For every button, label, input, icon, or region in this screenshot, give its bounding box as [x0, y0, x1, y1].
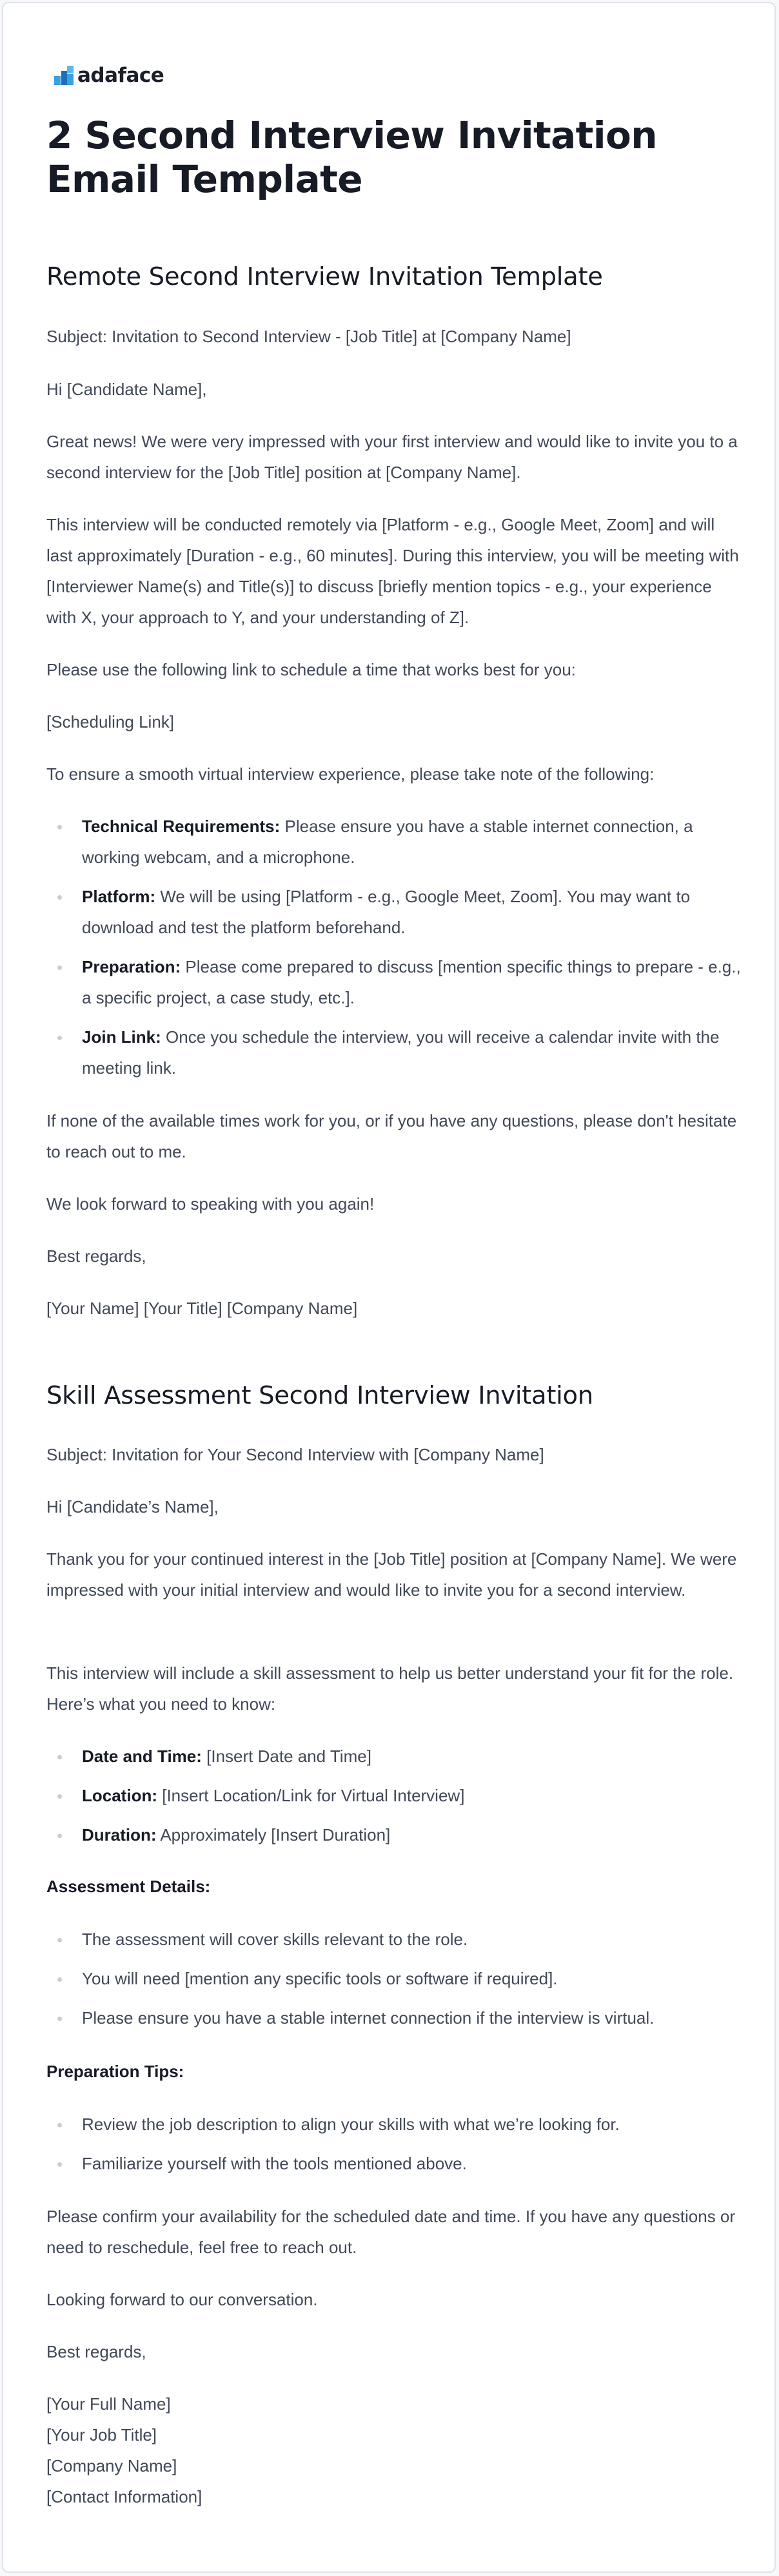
list-item-label: Platform: — [82, 887, 156, 906]
list-item — [46, 1819, 743, 1850]
signature-line: [Your Full Name] — [46, 2394, 171, 2414]
remote-subject-line: Subject: Invitation to Second Interview - [Job Title] at [Company Name] — [46, 327, 571, 346]
signature-line: [Your Job Title] — [46, 2425, 157, 2445]
skill-closing: Best regards, — [46, 2342, 146, 2361]
skill-details-list — [46, 1741, 743, 1850]
list-item — [46, 951, 743, 1013]
remote-requirements-list — [46, 811, 743, 1083]
skill-paragraph-2: This interview will include a skill assessment to help us better understand your fit for the role. Here’s what you need to know: — [46, 1663, 734, 1714]
signature-line: [Contact Information] — [46, 2487, 202, 2506]
list-item — [46, 1022, 743, 1083]
remote-signature: [Your Name] [Your Title] [Company Name] — [46, 1299, 358, 1318]
list-item-text: Approximately [Insert Duration] — [156, 1825, 391, 1845]
adaface-logo[interactable] — [54, 63, 164, 88]
list-item-label: Preparation: — [82, 957, 181, 976]
list-item-text: We will be using [Platform - e.g., Google Meet, Zoom]. You may want to download and test the platform beforehand. — [82, 887, 691, 937]
signature-line: [Company Name] — [46, 2456, 177, 2475]
remote-closing: Best regards, — [46, 1246, 146, 1266]
skill-greeting: Hi [Candidate’s Name], — [46, 1497, 219, 1516]
remote-paragraph-4: To ensure a smooth virtual interview experience, please take note of the following: — [46, 764, 655, 784]
remote-paragraph-1: Great news! We were very impressed with your first interview and would like to invite you to a second interview for the [Job Title] position at [Company Name]. — [46, 432, 738, 482]
page-title: 2 Second Interview Invitation Email Template — [46, 113, 657, 201]
skill-paragraph-1: Thank you for your continued interest in the [Job Title] position at [Company Name]. We were impressed with your initial interview and would like to invite you for a second interview. — [46, 1549, 737, 1600]
preparation-tips-heading: Preparation Tips: — [46, 2062, 184, 2081]
list-item-text: Please come prepared to discuss [mention specific things to prepare - e.g., a specific project, a case study, etc.]. — [82, 957, 741, 1007]
list-item — [46, 1780, 743, 1811]
skill-paragraph-4: Looking forward to our conversation. — [46, 2290, 318, 2309]
list-item: The assessment will cover skills relevant to the role. — [46, 1924, 743, 1955]
list-item — [46, 1741, 743, 1772]
list-item-text: Once you schedule the interview, you will receive a calendar invite with the meeting link. — [82, 1027, 720, 1078]
remote-template-heading: Remote Second Interview Invitation Template — [46, 262, 603, 291]
remote-paragraph-6: We look forward to speaking with you again! — [46, 1194, 375, 1214]
assessment-details-list — [46, 1924, 743, 2033]
list-item: You will need [mention any specific tools or software if required]. — [46, 1963, 743, 1994]
list-item-label: Duration: — [82, 1825, 157, 1845]
list-item: Please ensure you have a stable internet connection if the interview is virtual. — [46, 2002, 743, 2033]
list-item: Review the job description to align your skills with what we’re looking for. — [46, 2109, 743, 2140]
remote-greeting: Hi [Candidate Name], — [46, 380, 207, 399]
list-item-label: Location: — [82, 1786, 157, 1805]
remote-paragraph-2: This interview will be conducted remotely via [Platform - e.g., Google Meet, Zoom] and will last approximately [Duration - e.g., 60 minutes]. During this interview, you will be meeting with [Interviewer Name(s) and Title(s)] to discuss [briefly mention topics - e.g., your experience with X, your approach to Y, and your understanding of Z]. — [46, 515, 739, 627]
skill-paragraph-3: Please confirm your availability for the scheduled date and time. If you have any questions or need to reschedule, feel free to reach out. — [46, 2207, 736, 2257]
skill-template-heading: Skill Assessment Second Interview Invitation — [46, 1381, 593, 1410]
skill-subject-line: Subject: Invitation for Your Second Interview with [Company Name] — [46, 1445, 544, 1464]
list-item-text: Please ensure you have a stable internet connection, a working webcam, and a microphone. — [82, 817, 693, 867]
preparation-tips-list — [46, 2109, 743, 2179]
adaface-logo-icon — [54, 66, 74, 85]
list-item-text: [Insert Location/Link for Virtual Interview] — [157, 1786, 465, 1805]
list-item-text: [Insert Date and Time] — [201, 1747, 371, 1766]
brand-name: adaface — [77, 64, 164, 87]
list-item — [46, 811, 743, 873]
template-card — [2, 2, 776, 2573]
skill-signature — [46, 2388, 743, 2512]
list-item-label: Join Link: — [82, 1027, 161, 1047]
assessment-details-heading: Assessment Details: — [46, 1877, 211, 1896]
list-item — [46, 881, 743, 943]
list-item: Familiarize yourself with the tools mentioned above. — [46, 2148, 743, 2179]
remote-scheduling-link: [Scheduling Link] — [46, 712, 175, 731]
remote-paragraph-3: Please use the following link to schedule a time that works best for you: — [46, 660, 576, 679]
list-item-label: Technical Requirements: — [82, 817, 281, 836]
remote-paragraph-5: If none of the available times work for you, or if you have any questions, please don't hesitate to reach out to me. — [46, 1111, 737, 1161]
list-item-label: Date and Time: — [82, 1747, 202, 1766]
